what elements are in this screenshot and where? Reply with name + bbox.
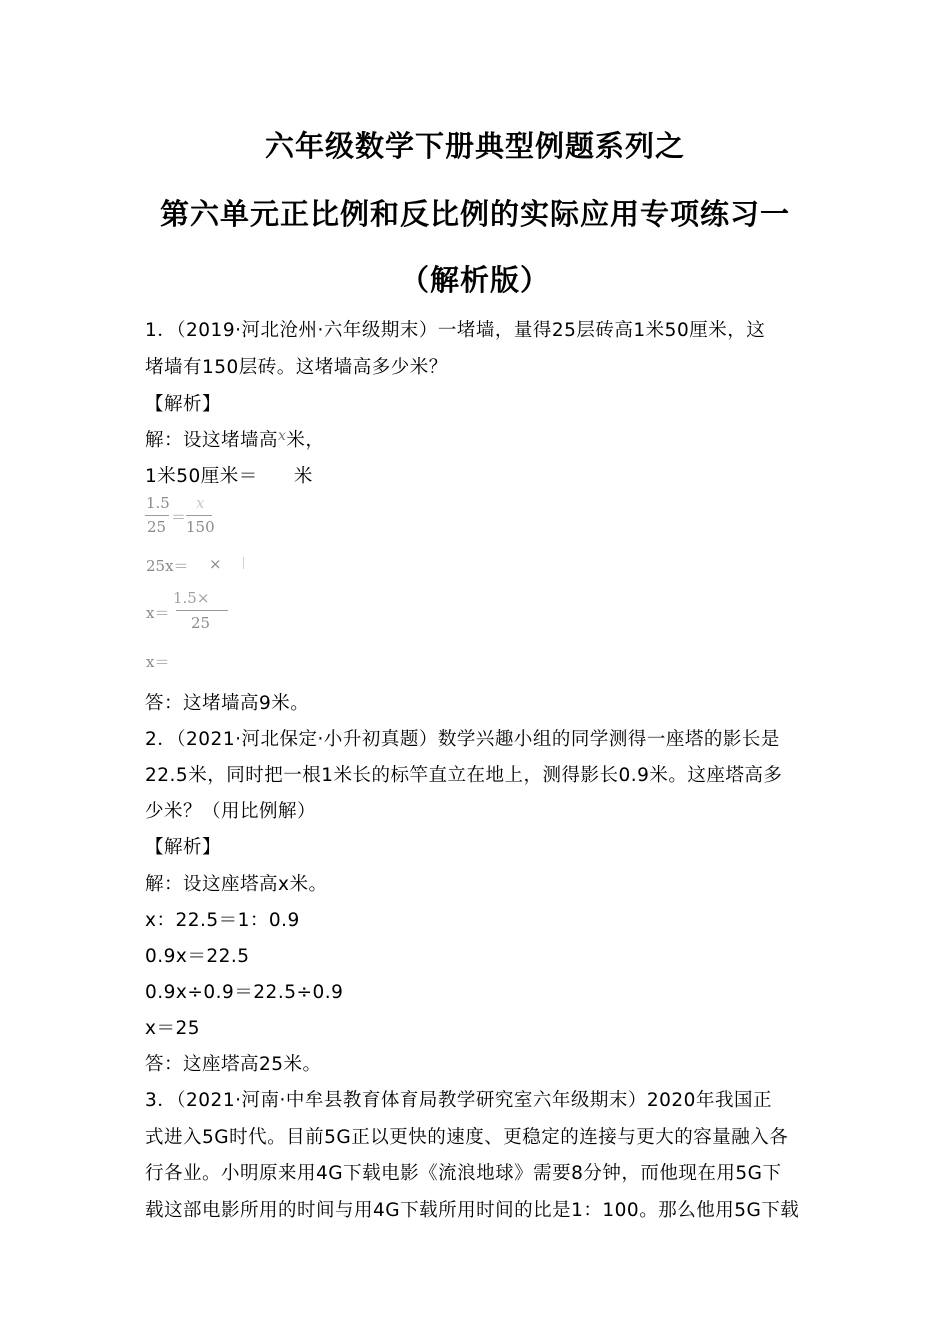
q1-conv-left: 1米50厘米＝ [145,466,258,487]
q2-text-line-1: 2．（2021·河北保定·小升初真题）数学兴趣小组的同学测得一座塔的影长是 [145,729,780,750]
title-line-2: 第六单元正比例和反比例的实际应用专项练习一 [159,197,790,231]
q1-text-line-2: 堵墙有150层砖。这堵墙高多少米？ [145,357,448,378]
q2-text-line-2: 22.5米，同时把一根1米长的标竿直立在地上，测得影长0.9米。这座塔高多 [145,765,783,786]
q1-eq3-num: 1.5× [173,589,210,607]
q1-eq1-num-left: 1.5 [146,494,170,512]
q1-eq1-equals: ＝ [171,508,187,526]
q1-sol-suffix: 米， [286,430,325,451]
q1-eq1-bar-right [186,515,212,516]
q1-sol-prefix: 解：设这堵墙高 [145,430,279,451]
q1-sol-var: x [278,428,287,444]
q1-eq2-faint-mark [243,557,244,569]
q1-eq1-den-left: 25 [147,518,167,536]
q1-unit-conversion [145,462,313,488]
q2-step-3: 0.9x÷0.9＝22.5÷0.9 [145,982,344,1003]
q1-analysis-label: 【解析】 [145,394,222,415]
q2-step-1: x：22.5＝1：0.9 [145,910,300,931]
q1-eq4-left: x＝ [146,653,170,671]
q1-text-line-1: 1．（2019·河北沧州·六年级期末）一堵墙，量得25层砖高1米50厘米，这 [145,320,766,341]
q1-eq1-den-right: 150 [186,518,215,536]
q1-conv-unit: 米 [293,466,313,487]
q2-step-2: 0.9x＝22.5 [145,946,250,967]
q2-text-line-3: 少米？（用比例解） [145,801,317,822]
title-line-1: 六年级数学下册典型例题系列之 [264,129,685,163]
q2-step-4: x＝25 [145,1018,200,1039]
q3-text-line-3: 行各业。小明原来用4G下载电影《流浪地球》需要8分钟，而他现在用5G下 [145,1163,782,1184]
q2-analysis-label: 【解析】 [145,837,222,858]
q2-answer: 答：这座塔高25米。 [145,1054,322,1075]
q1-answer: 答：这堵墙高9米。 [145,693,310,714]
q1-eq3-bar [176,610,228,611]
q3-text-line-4: 载这部电影所用的时间与用4G下载所用时间的比是1：100。那么他用5G下载 [145,1200,800,1221]
q1-eq1-num-right: x [196,494,205,512]
q1-eq2-left: 25x＝ [146,557,189,575]
title-line-3: （解析版） [399,263,550,297]
q1-eq1-bar-left [145,515,169,516]
q1-eq3-den: 25 [191,614,211,632]
q2-solution-setup: 解：设这座塔高x米。 [145,874,328,895]
q3-text-line-2: 式进入5G时代。目前5G正以更快的速度、更稳定的连接与更大的容量融入各 [145,1127,789,1148]
q1-solution-setup [145,426,324,452]
q1-eq2-times: × [209,555,222,573]
q1-eq3-left: x＝ [146,604,170,622]
q3-text-line-1: 3．（2021·河南·中牟县教育体育局教学研究室六年级期末）2020年我国正 [145,1090,772,1111]
